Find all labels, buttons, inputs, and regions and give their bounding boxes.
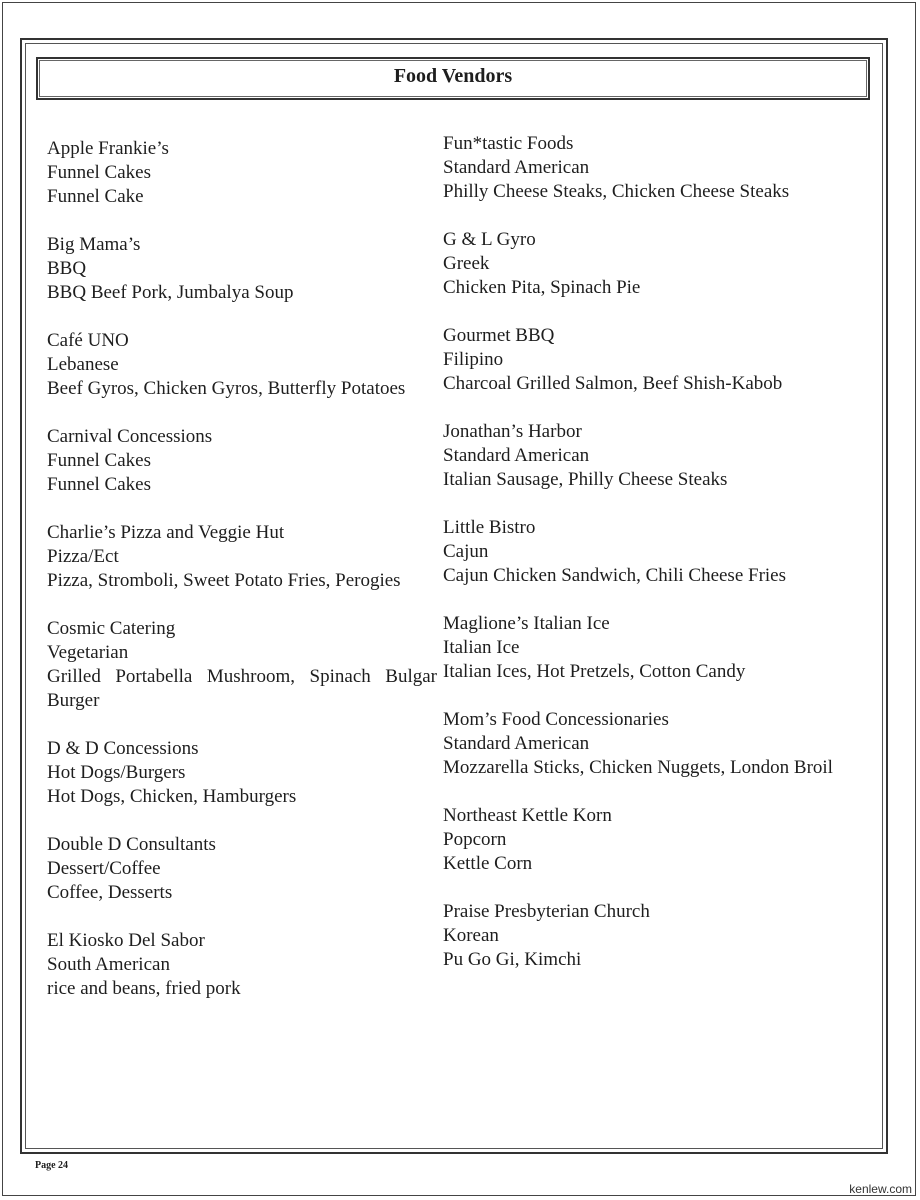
vendor-cuisine: Standard American — [443, 733, 590, 754]
vendor-name: D & D Concessions — [47, 738, 199, 759]
vendor-items: BBQ Beef Pork, Jumbalya Soup — [47, 282, 294, 303]
vendor-name: Cosmic Catering — [47, 618, 176, 639]
vendor-items: Coffee, Desserts — [47, 882, 173, 903]
vendor-items: Grilled Portabella Mushroom, Spinach Bulgar Burger — [47, 666, 437, 711]
vendor-name: Mom’s Food Concessionaries — [443, 709, 669, 730]
vendor-cuisine: Lebanese — [47, 354, 119, 375]
vendor-items: rice and beans, fried pork — [47, 978, 241, 999]
vendor-cuisine: Filipino — [443, 349, 504, 370]
vendor-items: Pu Go Gi, Kimchi — [443, 949, 582, 970]
vendor-items: Funnel Cake — [47, 186, 144, 207]
vendor-cuisine: Popcorn — [443, 829, 507, 850]
vendor-items: Italian Sausage, Philly Cheese Steaks — [443, 469, 728, 490]
vendor-cuisine: Hot Dogs/Burgers — [47, 762, 186, 783]
vendor-cuisine: Greek — [443, 253, 490, 274]
vendor-cuisine: Funnel Cakes — [47, 450, 151, 471]
vendor-entry — [47, 233, 437, 305]
vendor-entry — [47, 929, 437, 1001]
vendor-entry — [443, 228, 873, 300]
vendor-entry — [47, 137, 437, 209]
vendor-entry — [47, 617, 437, 713]
vendor-name: Carnival Concessions — [47, 426, 213, 447]
vendor-items: Kettle Corn — [443, 853, 533, 874]
vendor-items: Chicken Pita, Spinach Pie — [443, 277, 641, 298]
vendor-name: Jonathan’s Harbor — [443, 421, 582, 442]
vendor-entry — [443, 900, 873, 972]
vendor-cuisine: Standard American — [443, 445, 590, 466]
vendor-name: El Kiosko Del Sabor — [47, 930, 205, 951]
vendor-items: Beef Gyros, Chicken Gyros, Butterfly Potatoes — [47, 378, 406, 399]
title-box-inner — [39, 60, 867, 97]
vendor-entry — [47, 737, 437, 809]
vendor-name: G & L Gyro — [443, 229, 536, 250]
vendor-cuisine: Cajun — [443, 541, 489, 562]
vendor-name: Praise Presbyterian Church — [443, 901, 650, 922]
vendor-name: Charlie’s Pizza and Veggie Hut — [47, 522, 285, 543]
vendor-cuisine: Funnel Cakes — [47, 162, 151, 183]
left-vendor-column — [47, 137, 437, 1025]
vendor-cuisine: Dessert/Coffee — [47, 858, 161, 879]
vendor-entry — [443, 804, 873, 876]
vendor-items: Hot Dogs, Chicken, Hamburgers — [47, 786, 297, 807]
vendor-name: Café UNO — [47, 330, 129, 351]
vendor-name: Double D Consultants — [47, 834, 216, 855]
page-title: Food Vendors — [393, 65, 513, 87]
vendor-entry — [443, 708, 873, 780]
vendor-items: Philly Cheese Steaks, Chicken Cheese Steaks — [443, 181, 790, 202]
vendor-cuisine: Korean — [443, 925, 499, 946]
vendor-cuisine: BBQ — [47, 258, 87, 279]
vendor-items: Funnel Cakes — [47, 474, 151, 495]
vendor-cuisine: South American — [47, 954, 170, 975]
vendor-name: Northeast Kettle Korn — [443, 805, 612, 826]
vendor-cuisine: Pizza/Ect — [47, 546, 119, 567]
vendor-entry — [443, 516, 873, 588]
vendor-entry — [47, 521, 437, 593]
vendor-entry — [443, 324, 873, 396]
watermark: kenlew.com — [849, 1182, 912, 1196]
vendor-cuisine: Vegetarian — [47, 642, 129, 663]
vendor-name: Fun*tastic Foods — [443, 133, 574, 154]
vendor-entry — [47, 833, 437, 905]
vendor-items: Italian Ices, Hot Pretzels, Cotton Candy — [443, 661, 746, 682]
vendor-items: Charcoal Grilled Salmon, Beef Shish-Kabob — [443, 373, 783, 394]
vendor-name: Little Bistro — [443, 517, 536, 538]
vendor-cuisine: Standard American — [443, 157, 590, 178]
vendor-entry — [47, 329, 437, 401]
vendor-name: Gourmet BBQ — [443, 325, 555, 346]
vendor-cuisine: Italian Ice — [443, 637, 520, 658]
vendor-entry — [443, 132, 873, 204]
vendor-items: Pizza, Stromboli, Sweet Potato Fries, Perogies — [47, 570, 401, 591]
right-vendor-column — [443, 132, 873, 996]
vendor-name: Apple Frankie’s — [47, 138, 169, 159]
vendor-entry — [443, 612, 873, 684]
vendor-entry — [47, 425, 437, 497]
vendor-items: Cajun Chicken Sandwich, Chili Cheese Fries — [443, 565, 787, 586]
vendor-entry — [443, 420, 873, 492]
vendor-items: Mozzarella Sticks, Chicken Nuggets, London Broil — [443, 757, 833, 778]
vendor-name: Big Mama’s — [47, 234, 141, 255]
page-number: Page 24 — [35, 1160, 69, 1171]
vendor-name: Maglione’s Italian Ice — [443, 613, 610, 634]
